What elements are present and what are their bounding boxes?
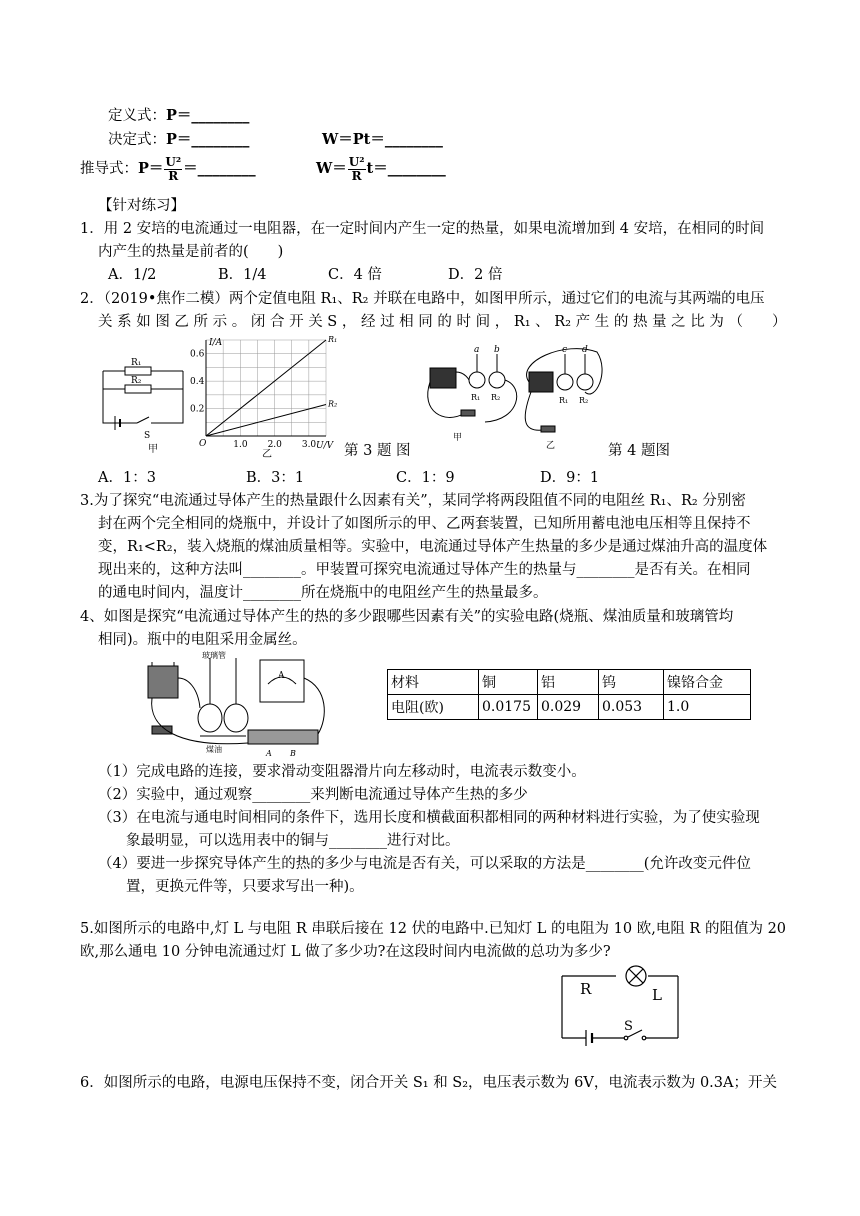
label-d: d [582, 345, 588, 355]
table-header-cell: 铜 [479, 670, 538, 695]
q4-line2: 相同)。瓶中的电阻采用金属丝。 [98, 632, 307, 648]
figure-yi-label: 乙 [262, 449, 272, 460]
series-line-2 [206, 404, 326, 436]
resistor-r-label: R [580, 980, 592, 998]
q4-sub3-line1: （3）在电流与通电时间相同的条件下，选用长度和横截面积都相同的两种材料进行实验，为了使实验现 [98, 810, 760, 826]
x-axis-label: U/V [316, 441, 334, 451]
definition-expression: P＝________ [166, 107, 250, 124]
q4-sub4-line2: 置，更换元件等，只要求写出一种)。 [126, 879, 364, 895]
table-cell: 0.053 [599, 695, 664, 720]
x-tick-label: 3.0 [301, 440, 317, 450]
q1-option-b: B．1/4 [218, 267, 267, 283]
numerator: U² [165, 154, 182, 169]
iu-graph [190, 336, 340, 458]
q1-line2: 内产生的热量是前者的( ) [98, 244, 284, 260]
q1-option-c: C．4 倍 [328, 267, 382, 283]
q2-line2: 关 系 如 图 乙 所 示 。 闭 合 开 关 S ， 经 过 相 同 的 时 间 ， R₁ 、 R₂ 产 生 的 热 量 之 比 为 （ ） [98, 314, 787, 330]
w-tail: t＝________ [366, 160, 446, 177]
q1-option-a: A．1/2 [108, 267, 157, 283]
series-label-2: R₂ [328, 399, 338, 409]
table-cell: 0.0175 [479, 695, 538, 720]
table-row [388, 695, 751, 720]
fig3-r2: R₂ [491, 393, 501, 402]
determination-expression: P＝________ [166, 131, 250, 148]
table-header-cell: 镍铬合金 [664, 670, 751, 695]
materials-table-wrapper [387, 669, 751, 720]
label-c: c [562, 345, 568, 355]
definition-label: 定义式： [108, 108, 166, 124]
glass-tube-label: 玻璃管 [202, 651, 226, 660]
q6-line1: 6．如图所示的电路，电源电压保持不变，闭合开关 S₁ 和 S₂，电压表示数为 6V，电流表示数为 0.3A；开关 [80, 1075, 777, 1091]
y-tick-label: 0.4 [190, 377, 205, 388]
q2-line1: 2．（2019•焦作二模）两个定值电阻 R₁、R₂ 并联在电路中，如图甲所示，通过它们的电流与其两端的电压 [80, 291, 765, 307]
q5-line1: 5.如图所示的电路中,灯 L 与电阻 R 串联后接在 12 伏的电路中.已知灯 L 的电阻为 10 欧,电阻 R 的阻值为 20 [80, 921, 787, 937]
q4-sub3-line2: 象最明显，可以选用表中的铜与________进行对比。 [126, 833, 460, 849]
kerosene-label: 煤油 [206, 745, 222, 754]
p-tail: ＝________ [183, 160, 256, 177]
fig3-r1: R₁ [471, 393, 481, 402]
parallel-circuit-figure [95, 355, 190, 455]
determination-formula [108, 130, 249, 150]
q5-circuit [556, 966, 686, 1054]
derived-work-formula [316, 152, 446, 186]
x-tick-label: 2.0 [267, 440, 282, 450]
q1-option-d: D．2 倍 [448, 267, 503, 283]
table-header-cell: 铝 [538, 670, 599, 695]
q3-line2: 封在两个完全相同的烧瓶中，并设计了如图所示的甲、乙两套装置，已知所用蓄电池电压相等且保持不 [98, 516, 751, 532]
series-label-1: R₁ [328, 335, 338, 344]
q2-option-a: A．1：3 [98, 470, 156, 486]
q2-option-c: C．1：9 [396, 470, 455, 486]
q3-line4: 现出来的，这种方法叫________。甲装置可探究电流通过导体产生的热量与________是否有关。在相同 [98, 562, 751, 578]
origin-label: O [199, 439, 207, 449]
derived-power-formula [80, 152, 256, 186]
q4-sub4-line1: （4）要进一步探究导体产生的热的多少与电流是否有关，可以采取的方法是________(允许改变元件位 [98, 856, 751, 872]
r1-label: R₁ [131, 358, 142, 368]
p-lead: P＝ [138, 160, 164, 177]
determination-label: 决定式： [108, 132, 166, 148]
table-header-cell: 材料 [388, 670, 479, 695]
y-tick-label: 0.6 [190, 349, 205, 360]
section-title: 【针对练习】 [98, 198, 185, 214]
y-tick-label: 0.2 [190, 404, 205, 415]
fig3-r2-b: R₂ [579, 396, 589, 405]
r2-label: R₂ [131, 376, 142, 386]
q3-line5: 的通电时间内，温度计________所在烧瓶中的电阻丝产生的热量最多。 [98, 585, 548, 601]
work-power-formula: W＝Pt＝________ [322, 131, 443, 148]
fig3-jia: 甲 [453, 433, 463, 443]
q4-sub1: （1）完成电路的连接，要求滑动变阻器滑片向左移动时，电流表示数变小。 [98, 764, 586, 780]
table-header-row [388, 670, 751, 695]
q3-line1: 3.为了探究“电流通过导体产生的热量跟什么因素有关”，某同学将两段阻值不同的电阻丝 R₁、R₂ 分别密 [80, 493, 746, 509]
table-row-label: 电阻(欧) [388, 695, 479, 720]
ammeter-a-label: A [278, 671, 285, 681]
fraction-u2-over-r-2 [348, 156, 366, 183]
q2-option-d: D．9：1 [540, 470, 600, 486]
q4-line1: 4、如图是探究“电流通过导体产生的热的多少跟哪些因素有关”的实验电路(烧瓶、煤油质量和玻璃管均 [80, 609, 734, 625]
figure-jia-label: 甲 [148, 444, 158, 455]
fig3-apparatus [425, 342, 605, 452]
fig3-yi: 乙 [546, 441, 556, 451]
fig4-apparatus [138, 648, 353, 756]
terminal-b-label: B [290, 749, 296, 758]
table-cell: 1.0 [664, 695, 751, 720]
derived-label: 推导式： [80, 161, 138, 177]
q3-line3: 变，R₁<R₂，装入烧瓶的煤油质量相等。实验中，电流通过导体产生热量的多少是通过煤油升高的温度体 [98, 539, 768, 555]
fig4-caption: 第 4 题图 [608, 443, 670, 459]
q2-option-b: B．3：1 [246, 470, 305, 486]
series-line-1 [206, 340, 326, 436]
label-a: a [474, 345, 480, 355]
q4-sub2: （2）实验中，通过观察________来判断电流通过导体产生热的多少 [98, 787, 528, 803]
denominator: R [168, 168, 179, 183]
w-lead: W＝ [316, 160, 347, 177]
table-cell: 0.029 [538, 695, 599, 720]
numerator: U² [348, 154, 365, 169]
q5-line2: 欧,那么通电 10 分钟电流通过灯 L 做了多少功?在这段时间内电流做的总功为多少? [80, 944, 611, 960]
q1-line1: 1．用 2 安培的电流通过一电阻器，在一定时间内产生一定的热量，如果电流增加到 4 安培，在相同的时间 [80, 221, 765, 237]
fig3-caption: 第 3 题 图 [344, 443, 411, 459]
label-b: b [494, 345, 500, 355]
fig3-r1-b: R₁ [559, 396, 569, 405]
definition-formula [108, 106, 249, 126]
x-tick-label: 1.0 [233, 440, 248, 450]
switch-s-label: S [144, 431, 151, 441]
y-axis-label: I/A [209, 338, 223, 348]
table-header-cell: 钨 [599, 670, 664, 695]
terminal-a-label: A [266, 749, 272, 758]
fraction-u2-over-r [164, 156, 182, 183]
lamp-l-label: L [652, 986, 662, 1004]
switch-s-label: S [624, 1019, 633, 1034]
denominator: R [351, 168, 362, 183]
materials-table [387, 669, 751, 720]
